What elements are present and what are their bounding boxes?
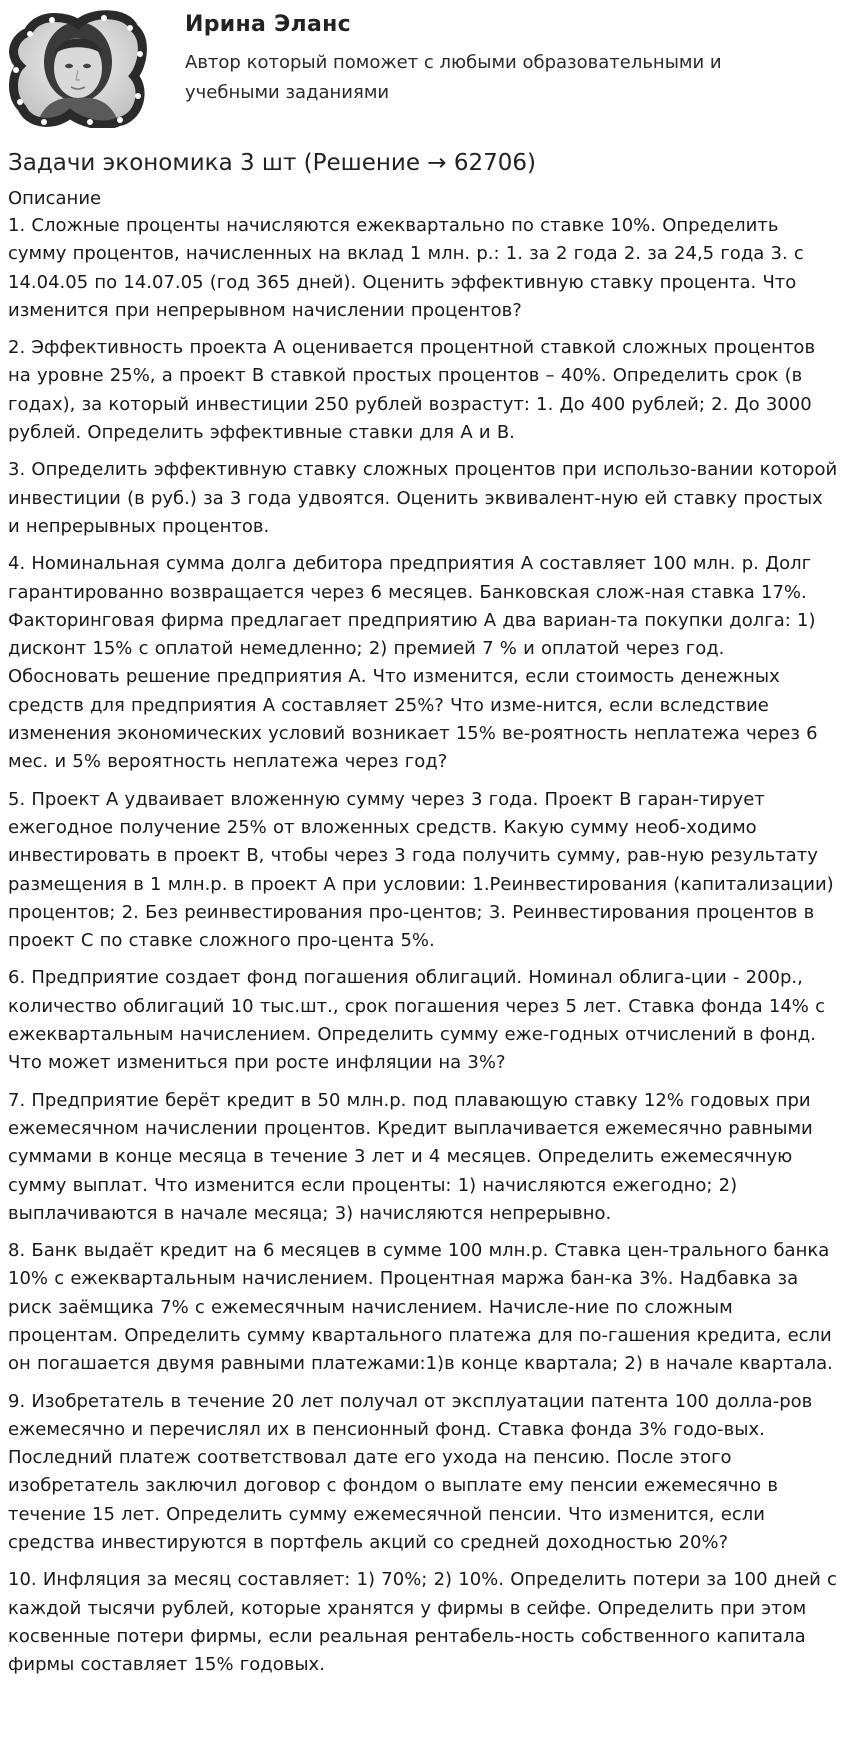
task-item-4: 4. Номинальная сумма долга дебитора предприятия А составляет 100 млн. р. Долг гарантированно возвращается через 6 месяцев. Банковская слож-ная ставка 17%. Факторинговая фирма предлагает предприятию А два вариан-та покупки долга: 1) дисконт 15% с оплатой немедленно; 2) премией 7 % и оплатой через год. Обосновать решение предприятия А. Что изменится, если стоимость денежных средств для предприятия А составляет 25%? Что изме-нится, если вследствие изменения экономических условий возникает 15% ве-роятность неплатежа через 6 мес. и 5% вероятность неплатежа через год? — [8, 553, 818, 773]
work-title: Задачи экономика 3 шт (Решение → 62706) — [8, 150, 537, 176]
task-item-5: 5. Проект А удваивает вложенную сумму через 3 года. Проект В гаран-тирует ежегодное получение 25% от вложенных средств. Какую сумму необ-ходимо инвестировать в проект В, чтобы через 3 года получить сумму, рав-ную результату размещения в 1 млн.р. в проект А при условии: 1.Реинвестирования (капитализации) процентов; 2. Без реинвестирования про-центов; 3. Реинвестирования процентов в проект С по ставке сложного про-цента 5%. — [8, 788, 834, 952]
task-item-7: 7. Предприятие берёт кредит в 50 млн.р. под плавающую ставку 12% годовых при ежемесячном начислении процентов. Кредит выплачивается ежемесячно равными суммами в конце месяца в течение 3 лет и 4 месяцев. Определить ежемесячную сумму выплат. Что изменится если проценты: 1) начисляются ежегодно; 2) выплачиваются в начале месяца; 3) начисляются непрерывно. — [8, 1089, 813, 1224]
task-item-1: 1. Сложные проценты начисляются ежеквартально по ставке 10%. Определить сумму процентов, начисленных на вклад 1 млн. р.: 1. за 2 года 2. за 24,5 года 3. с 14.04.05 по 14.07.05 (год 365 дней). Оценить эффективную ставку процента. Что изменится при непрерывном начислении процентов? — [8, 215, 804, 321]
task-item-2: 2. Эффективность проекта А оценивается процентной ставкой сложных процентов на уровне 25%, а проект В ставкой простых процентов – 40%. Определить срок (в годах), за который инвестиции 250 рублей возрастут: 1. До 400 рублей; 2. До 3000 рублей. Определить эффективные ставки для А и В. — [8, 337, 816, 444]
author-name[interactable]: Ирина Эланс — [185, 12, 351, 37]
author-description: Автор который поможет с любыми образовательными и учебными заданиями — [185, 52, 722, 103]
task-item-10: 10. Инфляция за месяц составляет: 1) 70%; 2) 10%. Определить потери за 100 дней с каждой тысячи рублей, которые хранятся у фирмы в сейфе. Определить при этом косвенные потери фирмы, если реальная рентабель-ность собственного капитала фирмы составляет 15% годовых. — [8, 1569, 837, 1676]
work-content — [8, 148, 838, 1689]
task-item-9: 9. Изобретатель в течение 20 лет получал от эксплуатации патента 100 долла-ров ежемесячно и перечислял их в пенсионный фонд. Ставка фонда 3% годо-вых. Последний платеж соответствовал дате его ухода на пенсию. После этого изобретатель заключил договор с фондом о выплате ему пенсии ежемесячно в течение 15 лет. Определить сумму ежемесячной пенсии. Что изменится, если средства инвестируются в портфель акций со средней доходностью 20%? — [8, 1390, 813, 1554]
author-avatar[interactable] — [8, 10, 148, 128]
task-item-3: 3. Определить эффективную ставку сложных процентов при использо-вании которой инвестиции (в руб.) за 3 года удвоятся. Оценить эквивалент-ную ей ставку простых и непрерывных процентов. — [8, 459, 838, 537]
author-header — [0, 0, 847, 140]
task-item-6: 6. Предприятие создает фонд погашения облигаций. Номинал облига-ции - 200р., количество облигаций 10 тыс.шт., срок погашения через 5 лет. Ставка фонда 14% с ежеквартальным начислением. Определить сумму еже-годных отчислений в фонд. Что может измениться при росте инфляции на 3%? — [8, 967, 826, 1074]
description-label: Описание — [8, 188, 102, 209]
task-item-8: 8. Банк выдаёт кредит на 6 месяцев в сумме 100 млн.р. Ставка цен-трального банка 10% с ежеквартальным начислением. Процентная маржа бан-ка 3%. Надбавка за риск заёмщика 7% с ежемесячным начислением. Начисле-ние по сложным процентам. Определить сумму квартального платежа для по-гашения кредита, если он погашается двумя равными платежами:1)в конце квартала; 2) в начале квартала. — [8, 1240, 833, 1375]
